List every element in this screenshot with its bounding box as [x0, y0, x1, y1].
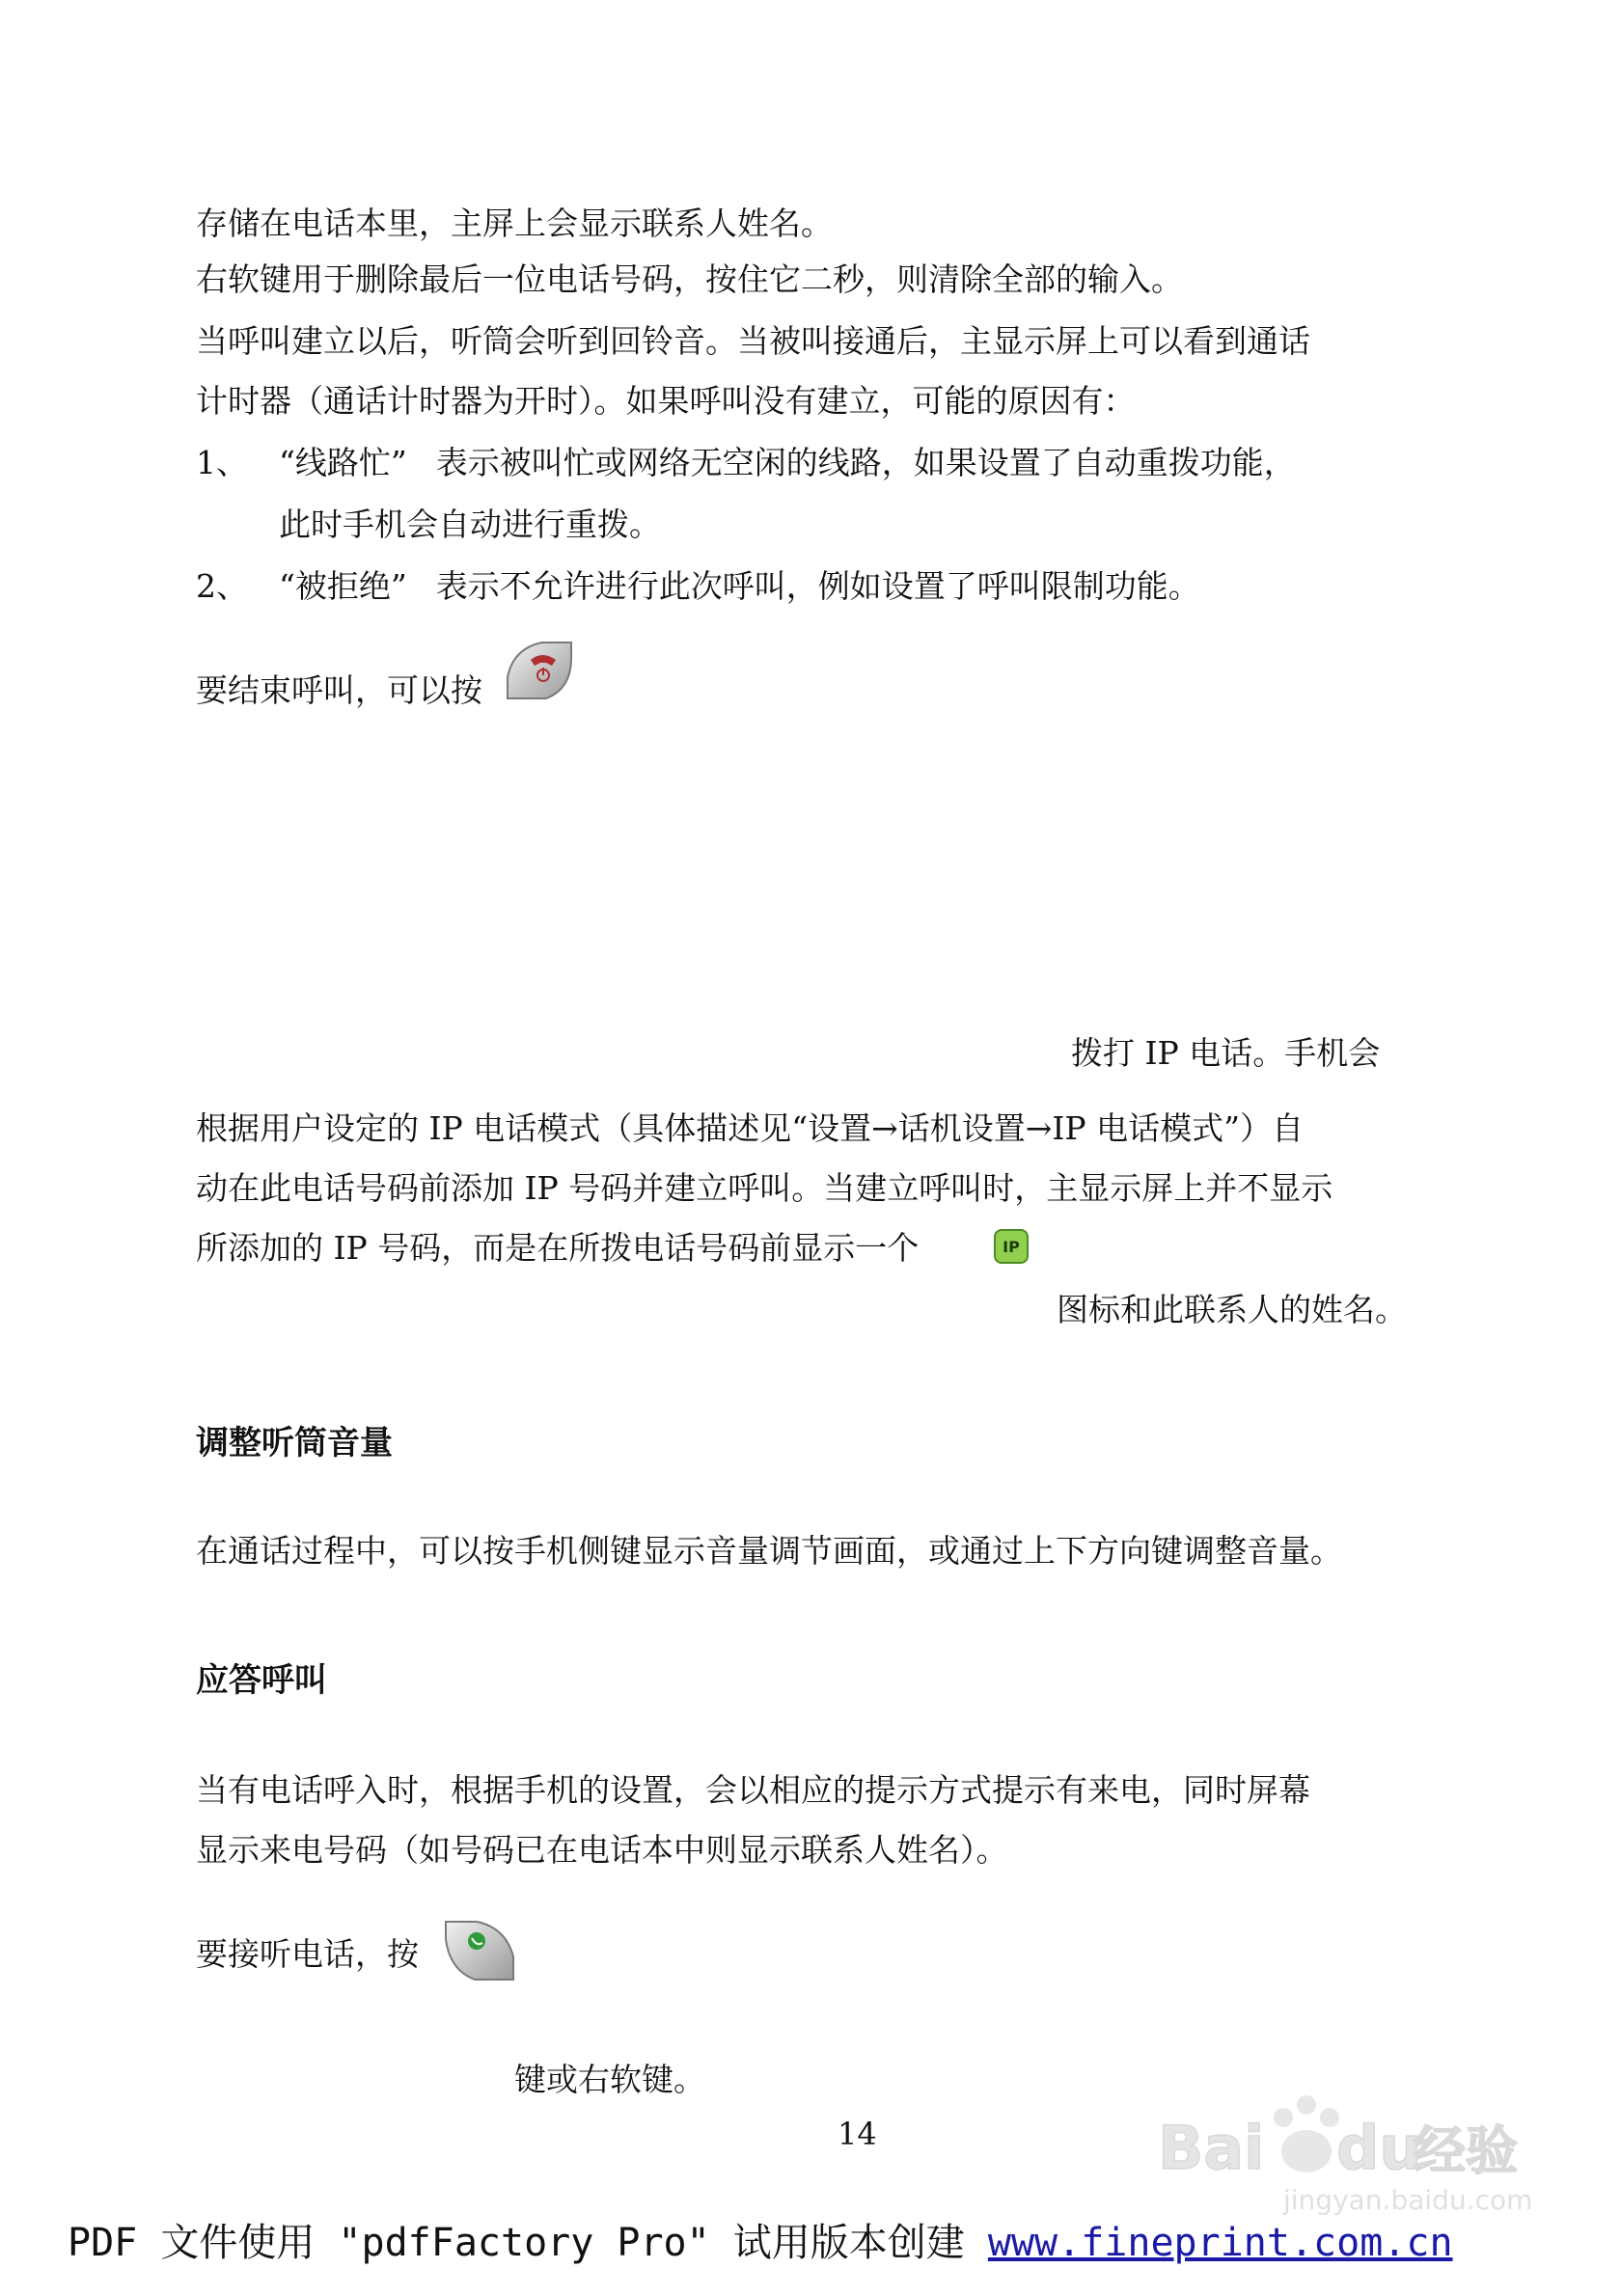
watermark-url: jingyan.baidu.com: [1283, 2184, 1533, 2216]
list-item-2: [196, 567, 1200, 606]
paragraph-line: 在通话过程中，可以按手机侧键显示音量调节画面，或通过上下方向键调整音量。: [196, 1532, 1342, 1570]
list-item-1: [196, 444, 1296, 482]
paragraph-line: 显示来电号码（如号码已在电话本中则显示联系人姓名）。: [196, 1831, 1008, 1869]
paragraph-line: 所添加的 IP 号码，而是在所拨电话号码前显示一个: [196, 1229, 920, 1267]
paragraph-line: 右软键用于删除最后一位电话号码，按住它二秒，则清除全部的输入。: [196, 260, 1183, 298]
list-item-continuation: 此时手机会自动进行重拨。: [279, 506, 661, 543]
paragraph-line: 当呼叫建立以后，听筒会听到回铃音。当被叫接通后，主显示屏上可以看到通话: [196, 322, 1310, 360]
paragraph-line: 动在此电话号码前添加 IP 号码并建立呼叫。当建立呼叫时，主显示屏上并不显示: [196, 1169, 1333, 1207]
list-quote: “线路忙”: [279, 444, 407, 481]
footer-text: PDF 文件使用 "pdfFactory Pro" 试用版本创建: [68, 2221, 988, 2265]
footer-link[interactable]: www.fineprint.com.cn: [987, 2221, 1453, 2265]
end-call-instruction: 要结束呼叫，可以按: [196, 671, 482, 709]
list-text: 表示被叫忙或网络无空闲的线路，如果设置了自动重拨功能，: [435, 444, 1296, 481]
send-call-key-icon: [444, 1918, 517, 1983]
watermark-brand: Bai: [1158, 2113, 1265, 2183]
paragraph-line: 当有电话呼入时，根据手机的设置，会以相应的提示方式提示有来电，同时屏幕: [196, 1771, 1310, 1809]
list-text: 表示不允许进行此次呼叫，例如设置了呼叫限制功能。: [435, 567, 1200, 605]
ip-badge-icon: IP: [994, 1229, 1029, 1264]
paragraph-line: 根据用户设定的 IP 电话模式（具体描述见“设置→话机设置→IP 电话模式”）自: [196, 1109, 1304, 1147]
page-number: 14: [838, 2116, 877, 2152]
paragraph-line: 图标和此联系人的姓名。: [1057, 1291, 1407, 1328]
list-quote: “被拒绝”: [279, 567, 407, 605]
pdf-footer: [68, 2219, 1453, 2267]
answer-instruction: 要接听电话，按: [196, 1935, 419, 1973]
watermark-brand-du: du: [1336, 2113, 1422, 2183]
watermark-logo: [1139, 2084, 1544, 2219]
end-call-key-icon: [504, 639, 575, 702]
section-heading-volume: 调整听筒音量: [196, 1424, 393, 1462]
paragraph-line: 键或右软键。: [514, 2061, 705, 2098]
baidu-jingyan-watermark: [1139, 2084, 1544, 2219]
paragraph-line: 计时器（通话计时器为开时）。如果呼叫没有建立，可能的原因有：: [196, 382, 1136, 420]
list-number: 2、: [196, 567, 248, 605]
paragraph-line: 拨打 IP 电话。手机会: [1071, 1034, 1381, 1072]
paragraph-line: 存储在电话本里，主屏上会显示联系人姓名。: [196, 205, 833, 242]
section-heading-answer: 应答呼叫: [196, 1661, 327, 1700]
list-number: 1、: [196, 444, 248, 481]
watermark-jingyan: 经验: [1414, 2120, 1518, 2181]
